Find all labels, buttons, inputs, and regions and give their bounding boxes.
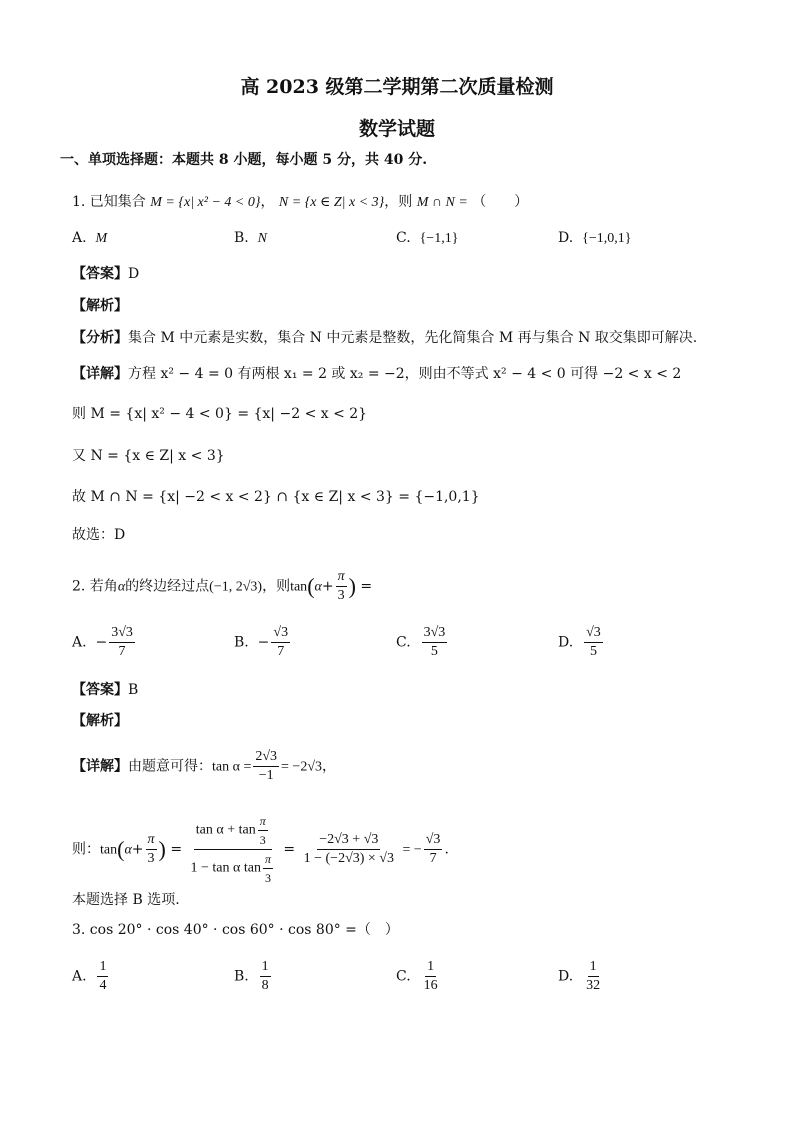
- q2-option-b: B. − $\frac{√3}{7}$: [234, 625, 289, 659]
- q2-answer: 【答案】B: [72, 682, 139, 698]
- q2-detail-line-2: 则：tan(α+ $\frac{\pi}{3}$ ) = tan α + tan $\frac{\pi}{3}$ 1 − tan α tan $\frac{\pi}{3}$ = $\frac{-2√3 + √3}{1 - (-2√3) \times √3}$ = − $\frac{√3}{7}$ .: [72, 814, 449, 885]
- set-n-definition: N = {x ∈ Z| x < 3}: [278, 195, 385, 210]
- q2-option-c: C. $\frac{3√3}{5}$: [396, 625, 446, 659]
- q1-detail-line-1: 【详解】方程 x² − 4 = 0 有两根 x₁ = 2 或 x₂ = −2，则由不等式 x² − 4 < 0 可得 −2 < x < 2: [72, 366, 682, 382]
- q1-answer: 【答案】D: [72, 266, 140, 282]
- exam-title: 高 2023 级第二学期第二次质量检测: [240, 76, 554, 98]
- q1-analysis-tag: 【解析】: [72, 298, 128, 314]
- q2-detail-line-1: 【详解】由题意可得：tan α = $\frac{2√3}{-1}$ = −2√3，: [72, 749, 337, 783]
- set-m-definition: M = {x| x² − 4 < 0}: [150, 195, 261, 210]
- q1-detail-line-4: 故 M ∩ N = {x| −2 < x < 2} ∩ {x ∈ Z| x < 3} = {−1,0,1}: [72, 489, 480, 505]
- question-1-stem: 1. 已知集合 M = {x| x² − 4 < 0}， N = {x ∈ Z| x < 3}，则 M ∩ N = （ ）: [72, 194, 529, 210]
- q1-option-d: D. {−1,0,1}: [558, 230, 632, 246]
- q1-choose: 故选：D: [72, 527, 126, 543]
- q2-option-a: A. − $\frac{3√3}{7}$: [72, 625, 133, 659]
- q1-fenxi: 【分析】集合 M 中元素是实数，集合 N 中元素是整数，先化简集合 M 再与集合 N 取交集即可解决.: [72, 330, 698, 346]
- q3-option-c: C. $\frac{1}{16}$: [396, 959, 438, 993]
- exam-subtitle: 数学试题: [358, 118, 435, 140]
- q1-detail-line-3: 又 N = {x ∈ Z| x < 3}: [72, 448, 225, 464]
- q3-option-a: A. $\frac{1}{4}$: [72, 959, 107, 993]
- section-heading: 一、单项选择题：本题共 8 小题，每小题 5 分，共 40 分.: [60, 152, 428, 168]
- q2-option-d: D. $\frac{√3}{5}$: [558, 625, 601, 659]
- q1-option-c: C. {−1,1}: [396, 230, 459, 246]
- question-3-stem: 3. cos 20° · cos 40° · cos 60° · cos 80° =（ ）: [72, 922, 399, 938]
- q3-option-d: D. $\frac{1}{32}$: [558, 959, 601, 993]
- q1-option-a: A. M: [72, 230, 108, 246]
- q3-option-b: B. $\frac{1}{8}$: [234, 959, 269, 993]
- q1-option-b: B. N: [234, 230, 267, 246]
- q2-analysis-tag: 【解析】: [72, 713, 128, 729]
- q2-choose: 本题选择 B 选项.: [72, 892, 180, 908]
- question-2-stem: 2. 若角α的终边经过点(−1, 2√3)，则tan(α+ $\frac{\pi}{3}$ ) =: [72, 569, 373, 603]
- q1-detail-line-2: 则 M = {x| x² − 4 < 0} = {x| −2 < x < 2}: [72, 406, 368, 422]
